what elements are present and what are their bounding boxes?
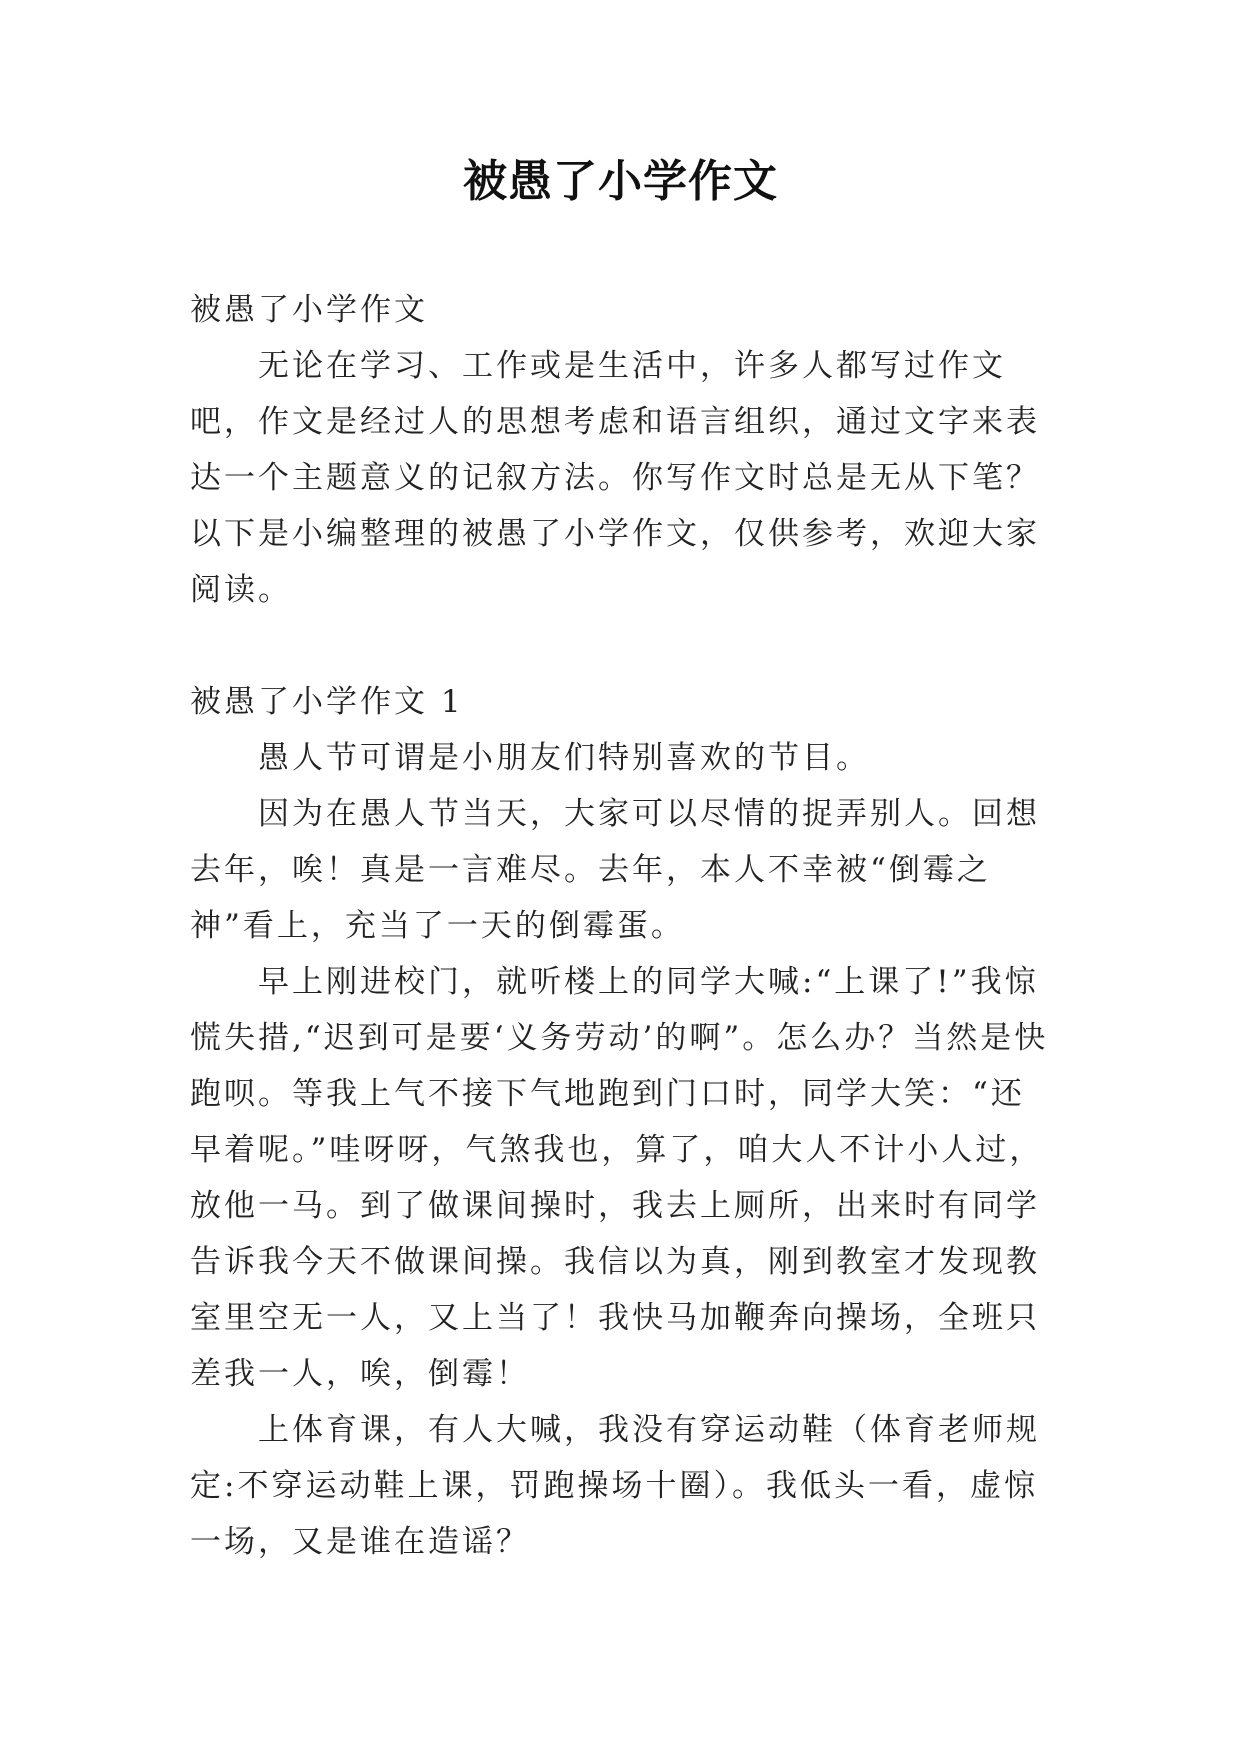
document-body — [190, 282, 1050, 1570]
intro-heading: 被愚了小学作文 — [190, 292, 428, 328]
document-title: 被愚了小学作文 — [463, 156, 778, 207]
intro-paragraph: 无论在学习、工作或是生活中，许多人都写过作文吧，作文是经过人的思想考虑和语言组织，通过文字来表达一个主题意义的记叙方法。你写作文时总是无从下笔？以下是小编整理的被愚了小学作文，仅供参考，欢迎大家阅读。 — [190, 348, 1040, 608]
section1-paragraph: 上体育课，有人大喊，我没有穿运动鞋（体育老师规定:不穿运动鞋上课，罚跑操场十圈）。我低头一看，虚惊一场，又是谁在造谣？ — [190, 1412, 1040, 1560]
section1-paragraph: 因为在愚人节当天，大家可以尽情的捉弄别人。回想去年，唉！真是一言难尽。去年，本人不幸被“倒霉之神”看上，充当了一天的倒霉蛋。 — [190, 796, 1040, 944]
section-spacer — [190, 618, 1050, 674]
section1-heading: 被愚了小学作文 1 — [190, 684, 464, 720]
section1-paragraph: 愚人节可谓是小朋友们特别喜欢的节目。 — [258, 740, 870, 776]
section1-paragraph: 早上刚进校门，就听楼上的同学大喊:“上课了!”我惊慌失措,“迟到可是要‘义务劳动’的啊”。怎么办？当然是快跑呗。等我上气不接下气地跑到门口时，同学大笑：“还早着呢。”哇呀呀，气煞我也，算了，咱大人不计小人过，放他一马。到了做课间操时，我去上厕所，出来时有同学告诉我今天不做课间操。我信以为真，刚到教室才发现教室里空无一人，又上当了！我快马加鞭奔向操场，全班只差我一人，唉，倒霉！ — [190, 964, 1049, 1392]
